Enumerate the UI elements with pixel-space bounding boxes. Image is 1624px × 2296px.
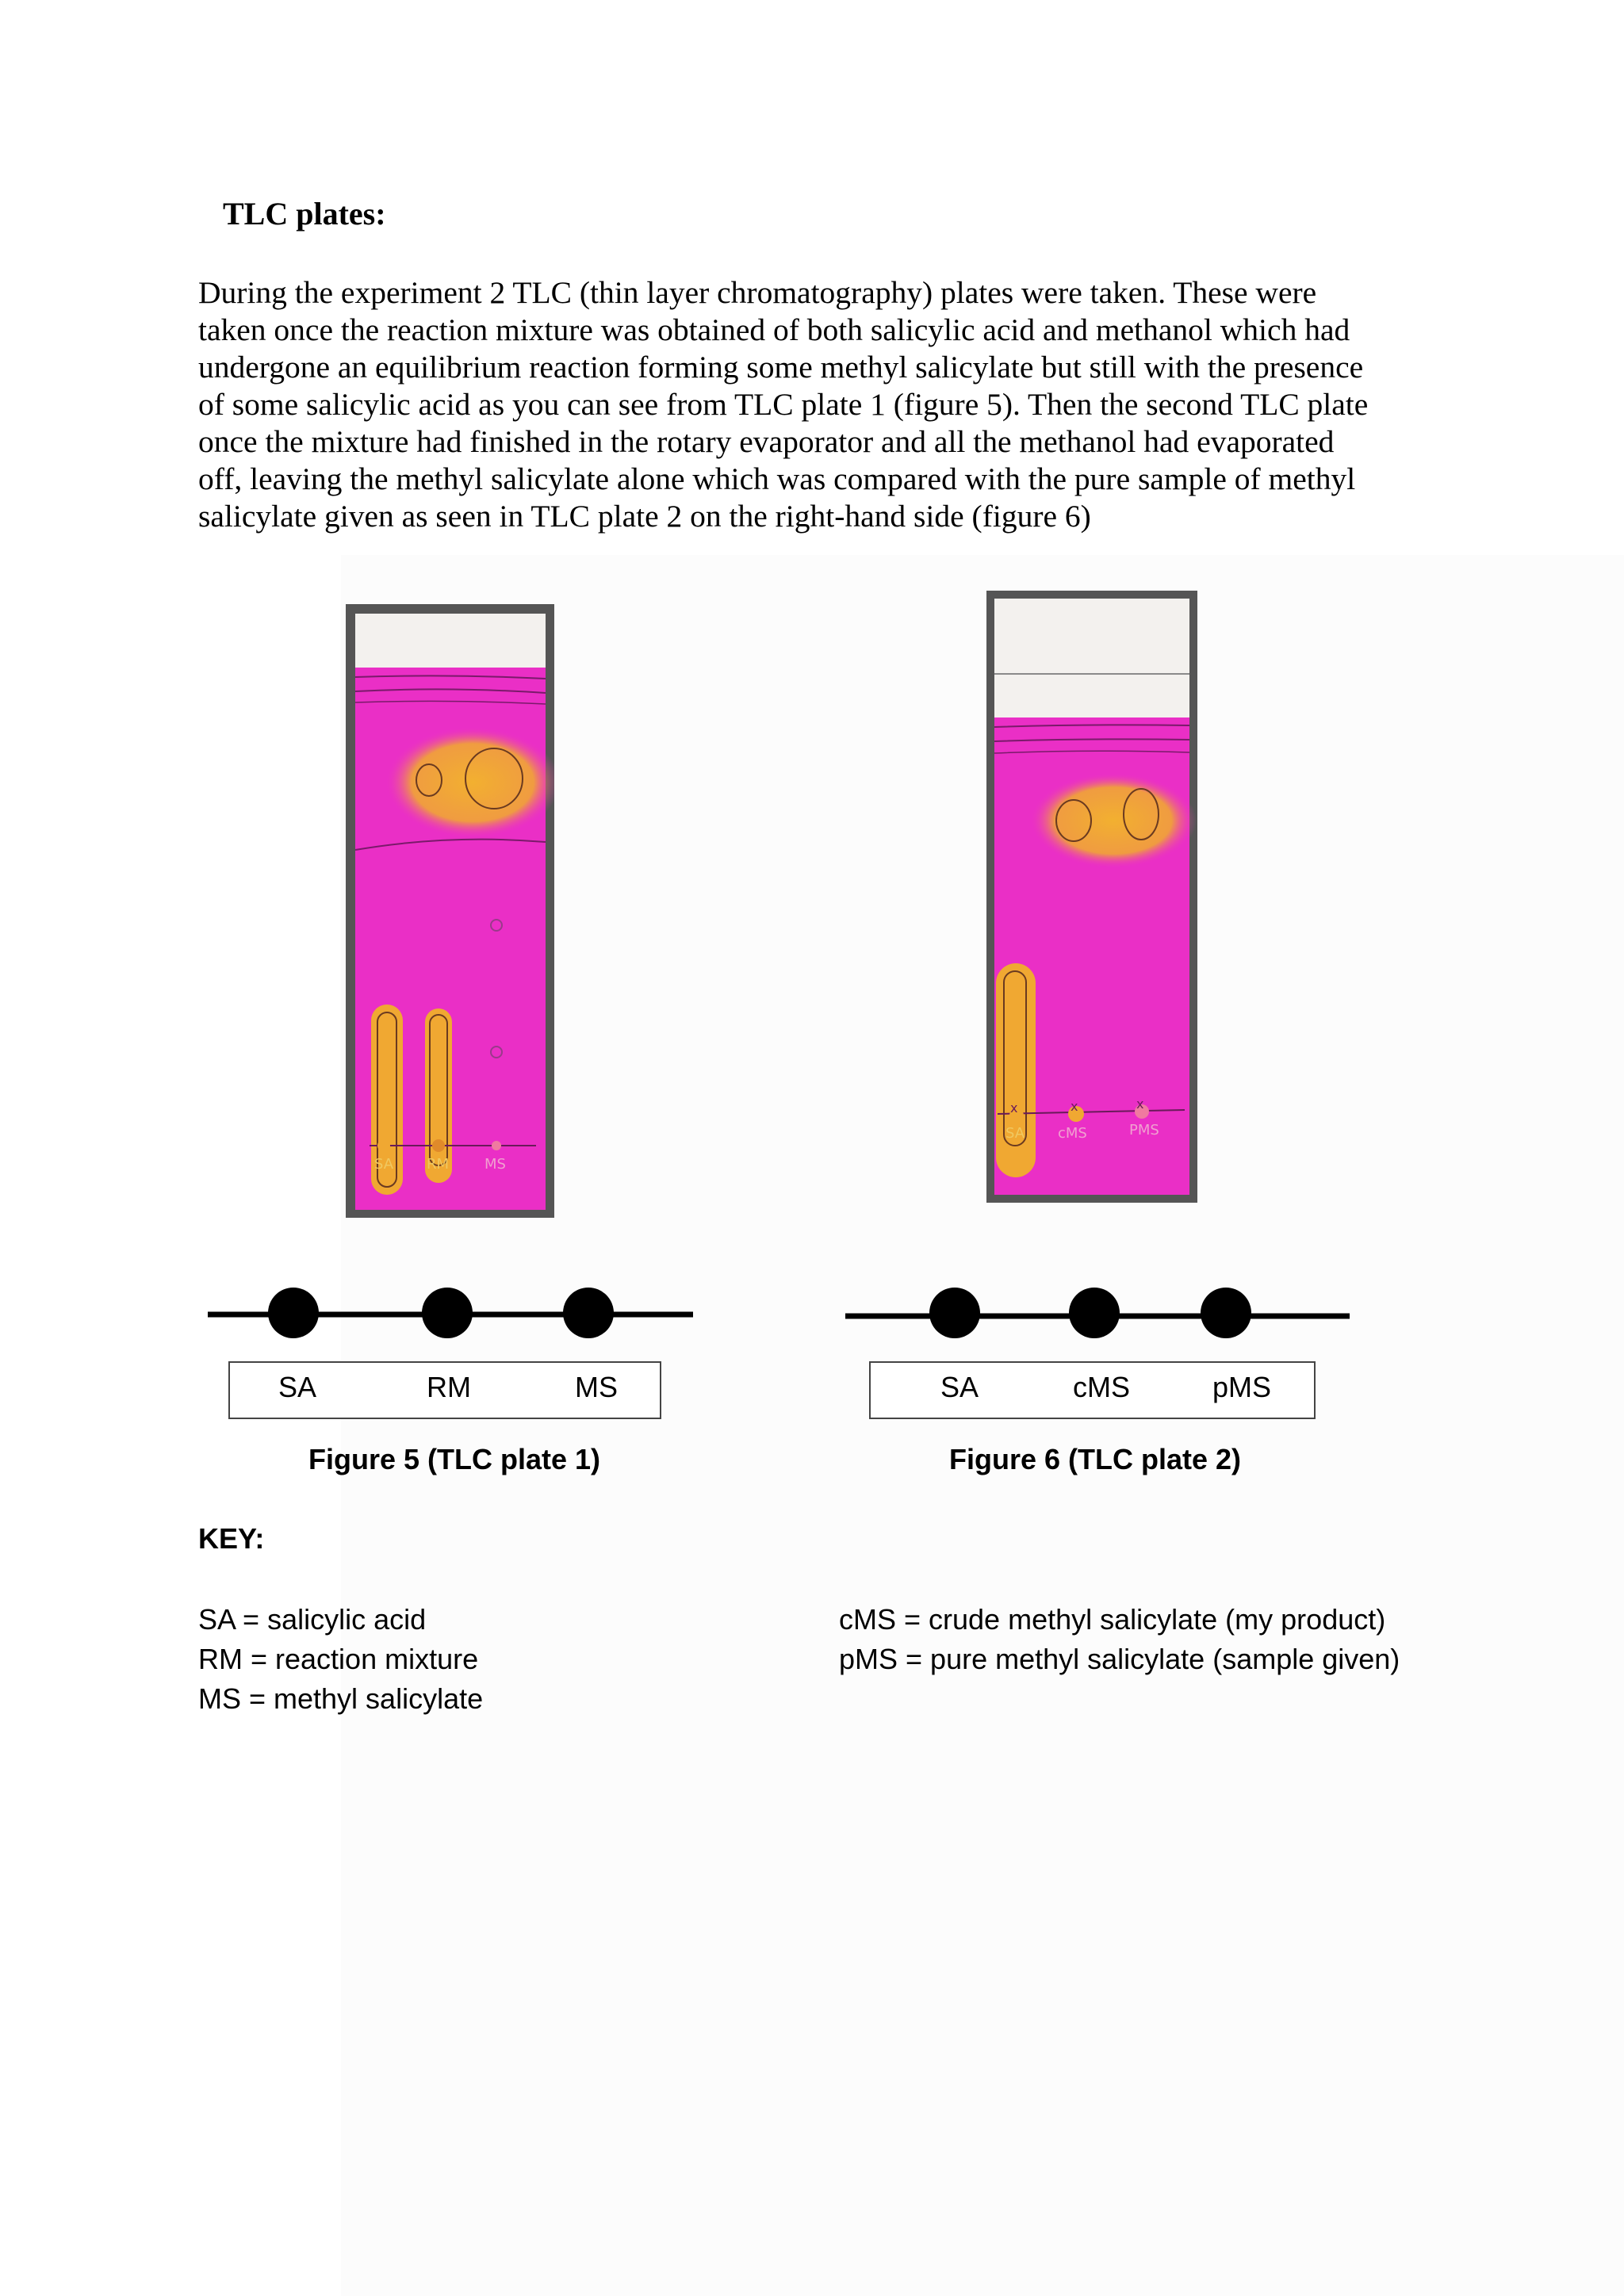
lane-label-sa: SA xyxy=(278,1371,317,1403)
key-right-column xyxy=(839,1600,1400,1679)
tlc-plate-2-photo xyxy=(986,591,1197,1203)
lane-label-cms: cMS xyxy=(1073,1371,1130,1403)
figure-6-caption: Figure 6 (TLC plate 2) xyxy=(949,1443,1242,1475)
svg-text:x: x xyxy=(1136,1096,1144,1112)
key-left-column xyxy=(198,1600,483,1719)
key-entry: SA = salicylic acid xyxy=(198,1603,427,1636)
figure-5-caption: Figure 5 (TLC plate 1) xyxy=(308,1443,601,1475)
lane-labels-box-1 xyxy=(228,1361,661,1419)
plate-handwriting-cms: cMS xyxy=(1058,1125,1087,1142)
key-entry: MS = methyl salicylate xyxy=(198,1682,484,1715)
plate-handwriting-rm: RM xyxy=(427,1156,450,1173)
lane-label-ms: MS xyxy=(575,1371,618,1403)
paragraph-line: once the mixture had finished in the rotary evaporator and all the methanol had evaporated xyxy=(198,424,1335,459)
lane-labels-box-2 xyxy=(869,1361,1316,1419)
plate-handwriting-sa: SA xyxy=(1005,1125,1025,1142)
plate-handwriting-pms: PMS xyxy=(1129,1122,1159,1138)
lane-label-rm: RM xyxy=(427,1371,471,1403)
lane-label-sa: SA xyxy=(940,1371,979,1403)
paragraph-line: taken once the reaction mixture was obtained of both salicylic acid and methanol which had xyxy=(198,312,1350,347)
lane-diagram-2 xyxy=(845,1284,1350,1340)
key-entry: cMS = crude methyl salicylate (my product) xyxy=(839,1603,1386,1636)
key-title: KEY: xyxy=(198,1522,265,1555)
intro-paragraph xyxy=(198,274,1499,535)
paragraph-line: of some salicylic acid as you can see from TLC plate 1 (figure 5). Then the second TLC plate xyxy=(198,387,1369,422)
plate-handwriting-ms: MS xyxy=(485,1156,506,1173)
paragraph-line: off, leaving the methyl salicylate alone which was compared with the pure sample of methyl xyxy=(198,461,1356,496)
tlc-plate-1-photo xyxy=(346,604,554,1218)
svg-text:x: x xyxy=(1010,1100,1018,1115)
section-heading: TLC plates: xyxy=(223,196,386,232)
paragraph-line: undergone an equilibrium reaction forming some methyl salicylate but still with the presence xyxy=(198,350,1364,385)
key-entry: RM = reaction mixture xyxy=(198,1643,479,1675)
lane-diagram-1 xyxy=(208,1284,693,1340)
paragraph-line: During the experiment 2 TLC (thin layer chromatography) plates were taken. These were xyxy=(198,275,1317,310)
lane-label-pms: pMS xyxy=(1212,1371,1272,1403)
svg-text:x: x xyxy=(1071,1099,1078,1114)
plate-handwriting-sa: SA xyxy=(374,1156,394,1173)
paragraph-line: salicylate given as seen in TLC plate 2 on the right-hand side (figure 6) xyxy=(198,499,1091,534)
key-entry: pMS = pure methyl salicylate (sample given) xyxy=(839,1643,1400,1675)
